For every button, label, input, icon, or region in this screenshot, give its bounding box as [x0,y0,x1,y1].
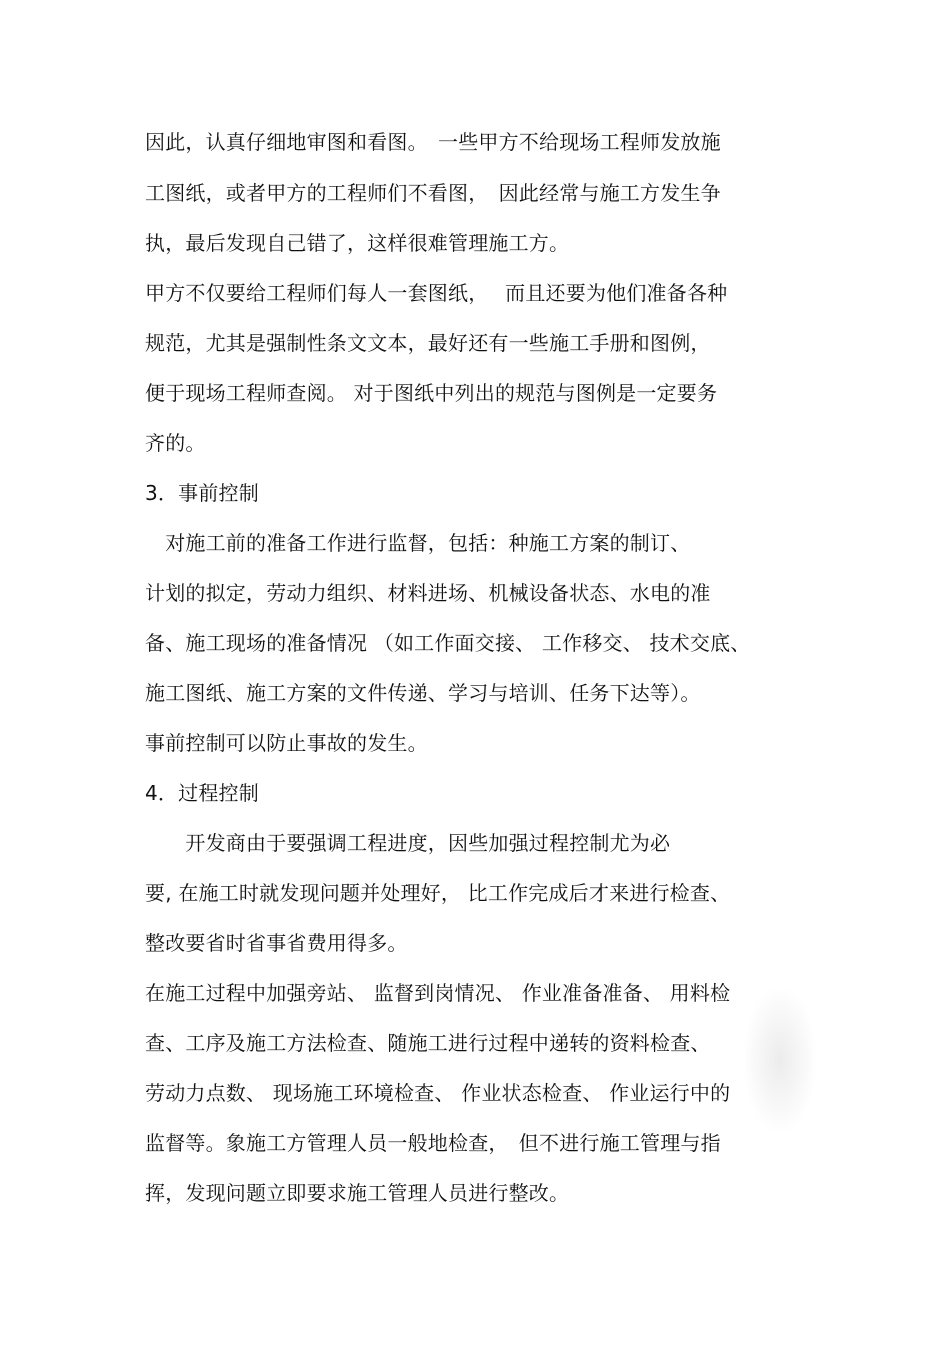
paragraph-line: 对施工前的准备工作进行监督，包括：种施工方案的制订、 [145,531,691,555]
paragraph-line: 在施工过程中加强旁站、 监督到岗情况、 作业准备准备、 用料检 [145,981,731,1005]
paragraph-line: 事前控制可以防止事故的发生。 [145,731,428,755]
paragraph-line: 执，最后发现自己错了，这样很难管理施工方。 [145,231,570,255]
paragraph-line: 要, 在施工时就发现问题并处理好， 比工作完成后才来进行检查、 [145,881,731,905]
paragraph-line: 查、工序及施工方法检查、随施工进行过程中递转的资料检查、 [145,1031,711,1055]
paragraph-line: 施工图纸、施工方案的文件传递、学习与培训、任务下达等）。 [145,681,701,705]
paragraph-line: 甲方不仅要给工程师们每人一套图纸， 而且还要为他们准备各种 [145,281,728,305]
paragraph-line: 便于现场工程师查阅。 对于图纸中列出的规范与图例是一定要务 [145,381,718,405]
section-heading: 3．事前控制 [145,481,259,505]
paragraph-line: 监督等。象施工方管理人员一般地检查， 但不进行施工管理与指 [145,1131,721,1155]
paragraph-line: 计划的拟定，劳动力组织、材料进场、机械设备状态、水电的准 [145,581,711,605]
paragraph-line: 开发商由于要强调工程进度，因些加强过程控制尤为必 [145,831,671,855]
paragraph-line: 工图纸，或者甲方的工程师们不看图， 因此经常与施工方发生争 [145,181,721,205]
paragraph-line: 规范，尤其是强制性条文文本，最好还有一些施工手册和图例， [145,331,711,355]
paragraph-line: 挥，发现问题立即要求施工管理人员进行整改。 [145,1181,570,1205]
paragraph-line: 齐的。 [145,431,206,455]
paragraph-line: 整改要省时省事省费用得多。 [145,931,408,955]
paragraph-line: 因此，认真仔细地审图和看图。 一些甲方不给现场工程师发放施 [145,130,721,154]
paragraph-line: 劳动力点数、 现场施工环境检查、 作业状态检查、 作业运行中的 [145,1081,731,1105]
section-heading: 4．过程控制 [145,781,259,805]
watermark-image [745,990,815,1130]
paragraph-line: 备、施工现场的准备情况 （如工作面交接、 工作移交、 技术交底、 [145,631,751,655]
